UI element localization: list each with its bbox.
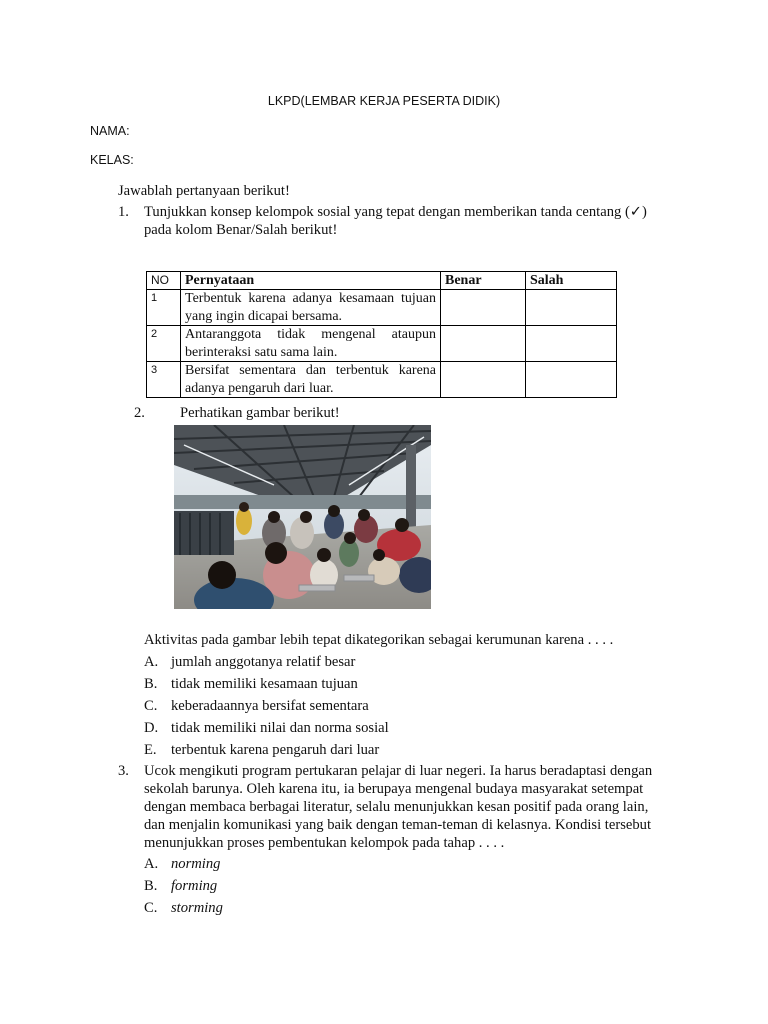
true-checkbox-cell[interactable] — [441, 326, 526, 362]
question-3-line: dan menjalin komunikasi yang baik dengan teman-teman di kelasnya. Kondisi tersebut — [144, 817, 652, 833]
question-2-number: 2. — [134, 405, 145, 421]
question-3-line: sekolah barunya. Oleh karena itu, ia berupaya mengenal budaya masyarakat setempat — [144, 781, 644, 797]
crowd-photo — [174, 425, 431, 609]
false-checkbox-cell[interactable] — [526, 326, 617, 362]
option-d[interactable]: D. tidak memiliki nilai dan norma sosial — [144, 720, 389, 736]
station-platform-image — [174, 425, 431, 609]
question-3-line: dengan membaca berbagai literatur, selalu menunjukkan kesan positif pada orang lain, — [144, 799, 649, 815]
row-number: 1 — [147, 290, 181, 326]
worksheet-title: LKPD(LEMBAR KERJA PESERTA DIDIK) — [267, 94, 501, 108]
false-checkbox-cell[interactable] — [526, 290, 617, 326]
row-number: 3 — [147, 362, 181, 398]
option-b[interactable]: B. tidak memiliki kesamaan tujuan — [144, 676, 358, 692]
row-statement: Terbentuk karena adanya kesamaan tujuan yang ingin dicapai bersama. — [181, 290, 441, 326]
question-1-line-1: Tunjukkan konsep kelompok sosial yang tepat dengan memberikan tanda centang (✓) — [144, 204, 647, 220]
table-row — [147, 326, 617, 362]
table-row — [147, 290, 617, 326]
true-false-table — [146, 271, 617, 398]
true-checkbox-cell[interactable] — [441, 362, 526, 398]
name-label: NAMA: — [90, 124, 130, 138]
header-no: NO — [147, 272, 181, 290]
class-label: KELAS: — [90, 153, 134, 167]
header-statement: Pernyataan — [181, 272, 441, 290]
false-checkbox-cell[interactable] — [526, 362, 617, 398]
option-c[interactable]: C. storming — [144, 900, 223, 916]
true-checkbox-cell[interactable] — [441, 290, 526, 326]
table-row — [147, 362, 617, 398]
row-statement: Bersifat sementara dan terbentuk karena adanya pengaruh dari luar. — [181, 362, 441, 398]
header-false: Salah — [526, 272, 617, 290]
question-1-line-2: pada kolom Benar/Salah berikut! — [144, 222, 338, 238]
header-true: Benar — [441, 272, 526, 290]
option-b[interactable]: B. forming — [144, 878, 218, 894]
option-a[interactable]: A. jumlah anggotanya relatif besar — [144, 654, 356, 670]
option-a[interactable]: A. norming — [144, 856, 221, 872]
instruction: Jawablah pertanyaan berikut! — [118, 183, 290, 199]
question-3-line: Ucok mengikuti program pertukaran pelajar di luar negeri. Ia harus beradaptasi dengan — [144, 763, 653, 779]
option-e[interactable]: E. terbentuk karena pengaruh dari luar — [144, 742, 380, 758]
question-2-text: Aktivitas pada gambar lebih tepat dikategorikan sebagai kerumunan karena . . . . — [144, 632, 614, 648]
question-3-line: menunjukkan proses pembentukan kelompok pada tahap . . . . — [144, 835, 505, 851]
row-statement: Antaranggota tidak mengenal ataupun berinteraksi satu sama lain. — [181, 326, 441, 362]
table-header-row — [147, 272, 617, 290]
option-c[interactable]: C. keberadaannya bersifat sementara — [144, 698, 369, 714]
question-3-number: 3. — [118, 763, 129, 779]
question-1-number: 1. — [118, 204, 129, 220]
question-2-prompt: Perhatikan gambar berikut! — [180, 405, 340, 421]
row-number: 2 — [147, 326, 181, 362]
